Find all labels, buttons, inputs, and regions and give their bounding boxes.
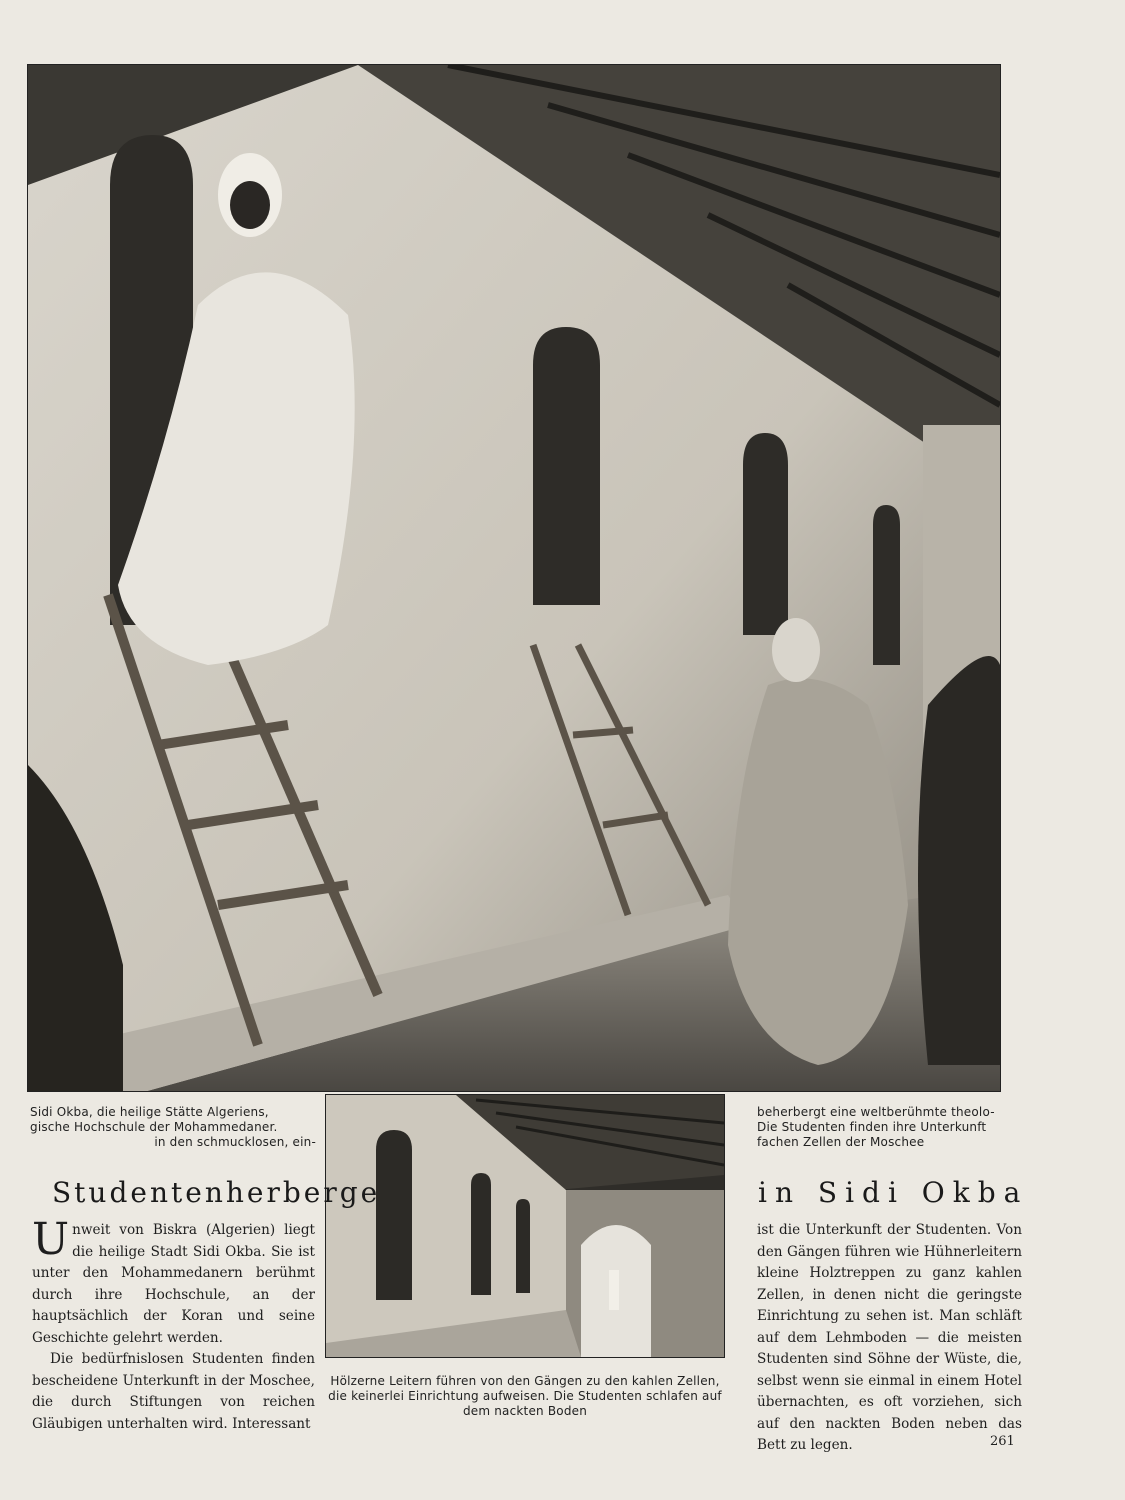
page-number: 261	[990, 1434, 1015, 1449]
article-paragraph: ist die Unterkunft der Studenten. Von den Gängen führen wie Hühnerleitern kleine Holztreppen zu ganz kahlen Zellen, in denen nicht die geringste Einrichtung zu sehen ist. Man schläft auf dem Lehmboden — die meisten Studenten sind Söhne der Wüste, die, selbst wenn sie einmal in einem Hotel übernachten, es oft vorziehen, sich auf den nackten Boden neben das Bett zu legen.	[757, 1222, 1022, 1453]
caption-bottom: Hölzerne Leitern führen von den Gängen zu den kahlen Zellen, die keinerlei Einrichtung aufweisen. Die Studenten schlafen auf dem nackten Boden	[328, 1374, 722, 1418]
headline-left: Studentenherberge	[52, 1176, 381, 1209]
caption-top-right-line3: fachen Zellen der Moschee	[757, 1135, 925, 1149]
caption-top-left-line3: in den schmucklosen, ein-	[154, 1135, 316, 1149]
caption-top-left	[30, 1105, 316, 1150]
article-left-column	[32, 1214, 315, 1435]
article-paragraph	[32, 1214, 315, 1349]
article-right-column	[757, 1220, 1022, 1457]
article-paragraph: Die bedürfnislosen Studenten finden bescheidene Unterkunft in der Moschee, die durch Stiftungen von reichen Gläubigen unterhalten wird. Interessant	[32, 1351, 315, 1432]
caption-top-right-line2: Die Studenten finden ihre Unterkunft	[757, 1120, 987, 1134]
caption-top-right-line1: beherbergt eine weltberühmte theolo-	[757, 1105, 995, 1119]
headline-right: in Sidi Okba	[758, 1176, 1029, 1209]
corridor-photograph	[325, 1094, 725, 1358]
main-photograph	[27, 64, 1001, 1092]
caption-top-left-line2: gische Hochschule der Mohammedaner.	[30, 1120, 278, 1134]
drop-cap: U	[32, 1214, 70, 1265]
article-paragraph-text: nweit von Biskra (Algerien) liegt die heilige Stadt Sidi Okba. Sie ist unter den Mohammedanern berühmt durch ihre Hochschule, an der hauptsächlich der Koran und seine Geschichte gelehrt werden.	[32, 1222, 315, 1346]
caption-top-left-line1: Sidi Okba, die heilige Stätte Algeriens,	[30, 1105, 269, 1119]
caption-top-right	[757, 1105, 1012, 1150]
